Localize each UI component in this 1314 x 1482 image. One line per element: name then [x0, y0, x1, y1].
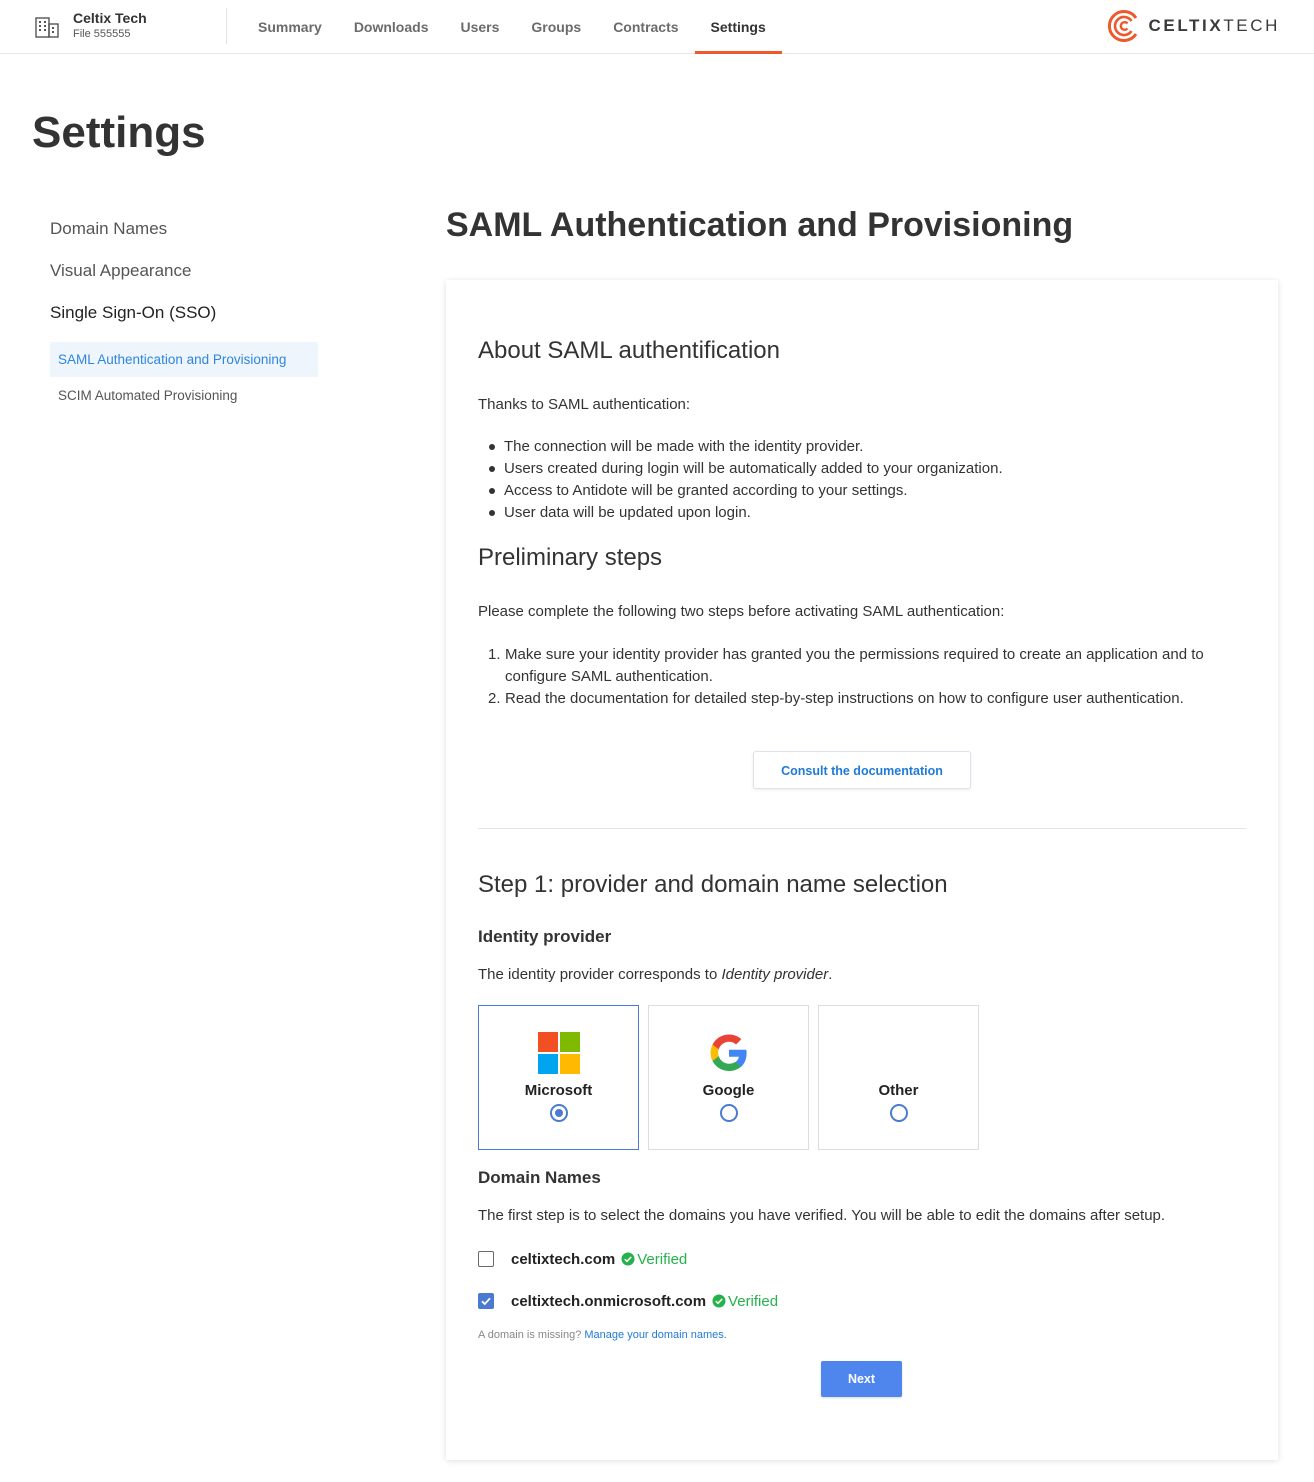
- check-circle-icon: [621, 1252, 635, 1266]
- domain-names-description: The first step is to select the domains you have verified. You will be able to edit the domains after setup.: [478, 1207, 1166, 1224]
- organization-name: Celtix Tech: [73, 10, 147, 26]
- next-button[interactable]: Next: [821, 1361, 902, 1397]
- domain-name: celtixtech.com: [511, 1250, 616, 1268]
- manage-domains-link[interactable]: Manage your domain names.: [584, 1329, 727, 1341]
- organization-file-number: File 555555: [73, 28, 131, 40]
- list-item: The connection will be made with the identity provider.: [478, 436, 1003, 458]
- saml-setup-card: [446, 280, 1278, 1460]
- provider-name: Google: [702, 1082, 755, 1099]
- domain-checkbox[interactable]: [478, 1293, 494, 1309]
- brand-name-light: TECH: [1223, 16, 1280, 35]
- preliminary-heading: Preliminary steps: [478, 544, 663, 571]
- microsoft-logo-icon: [538, 1032, 580, 1074]
- domain-row: [478, 1289, 778, 1313]
- section-divider: [478, 828, 1246, 829]
- section-title: SAML Authentication and Provisioning: [446, 206, 1074, 244]
- checkmark-icon: [480, 1295, 492, 1307]
- building-icon: [34, 13, 60, 39]
- identity-provider-description: The identity provider corresponds to Identity provider.: [478, 966, 833, 983]
- domain-row: [478, 1247, 687, 1271]
- settings-sidebar: [50, 216, 320, 403]
- nav-contracts[interactable]: Contracts: [613, 19, 679, 35]
- celtixtech-logo-icon: [1107, 9, 1141, 43]
- domain-name: celtixtech.onmicrosoft.com: [511, 1292, 707, 1310]
- domain-names-heading: Domain Names: [478, 1168, 601, 1187]
- provider-option-google[interactable]: [648, 1005, 809, 1150]
- sidebar-item-domain-names[interactable]: Domain Names: [50, 219, 168, 238]
- about-bullet-list: [478, 436, 1003, 524]
- provider-radio[interactable]: [890, 1104, 908, 1122]
- brand-logo: [1107, 9, 1280, 43]
- nav-settings[interactable]: Settings: [695, 0, 782, 54]
- list-item: 2. Read the documentation for detailed step-by-step instructions on how to configure user authentication.: [488, 690, 1184, 707]
- preliminary-intro: Please complete the following two steps before activating SAML authentication:: [478, 603, 1005, 620]
- about-heading: About SAML authentification: [478, 337, 780, 364]
- list-item: Access to Antidote will be granted according to your settings.: [478, 480, 1003, 502]
- sidebar-subitem-scim[interactable]: SCIM Automated Provisioning: [58, 388, 238, 403]
- provider-option-other[interactable]: [818, 1005, 979, 1150]
- page-title: Settings: [32, 108, 206, 157]
- google-logo-icon: [708, 1032, 750, 1074]
- list-item: Users created during login will be automatically added to your organization.: [478, 458, 1003, 480]
- organization-switcher[interactable]: [34, 10, 147, 41]
- provider-name: Microsoft: [524, 1082, 593, 1099]
- main-nav: [242, 0, 782, 54]
- sidebar-item-visual-appearance[interactable]: Visual Appearance: [50, 261, 192, 280]
- verified-badge: Verified: [621, 1251, 687, 1268]
- nav-downloads[interactable]: Downloads: [353, 19, 429, 35]
- consult-documentation-button[interactable]: Consult the documentation: [753, 751, 971, 789]
- list-item: 1. Make sure your identity provider has granted you the permissions required to create an application and to configure SAML authentication.: [488, 646, 1204, 685]
- step1-heading: Step 1: provider and domain name selection: [478, 871, 948, 898]
- verified-badge: Verified: [712, 1293, 778, 1310]
- domain-checkbox[interactable]: [478, 1251, 494, 1267]
- top-bar: [0, 0, 1314, 54]
- provider-radio[interactable]: [720, 1104, 738, 1122]
- missing-domain-hint: A domain is missing? Manage your domain names.: [478, 1329, 727, 1341]
- provider-radio[interactable]: [550, 1104, 568, 1122]
- provider-option-microsoft[interactable]: [478, 1005, 639, 1150]
- brand-name-bold: CELTIX: [1148, 16, 1224, 35]
- sidebar-subitem-saml[interactable]: SAML Authentication and Provisioning: [50, 342, 318, 377]
- sidebar-item-sso[interactable]: Single Sign-On (SSO): [50, 303, 217, 322]
- provider-name: Other: [878, 1082, 919, 1099]
- header-divider: [226, 8, 227, 44]
- list-item: User data will be updated upon login.: [478, 502, 1003, 524]
- nav-groups[interactable]: Groups: [531, 19, 582, 35]
- nav-users[interactable]: Users: [460, 19, 500, 35]
- step-text: Make sure your identity provider has granted you the permissions required to create an application and to configure SAML authentication.: [505, 646, 1204, 685]
- identity-provider-heading: Identity provider: [478, 927, 612, 946]
- step-text: Read the documentation for detailed step-by-step instructions on how to configure user authentication.: [505, 690, 1184, 707]
- preliminary-steps-list: [478, 644, 1238, 710]
- nav-summary[interactable]: Summary: [258, 19, 322, 35]
- check-circle-icon: [712, 1294, 726, 1308]
- about-intro: Thanks to SAML authentication:: [478, 396, 691, 413]
